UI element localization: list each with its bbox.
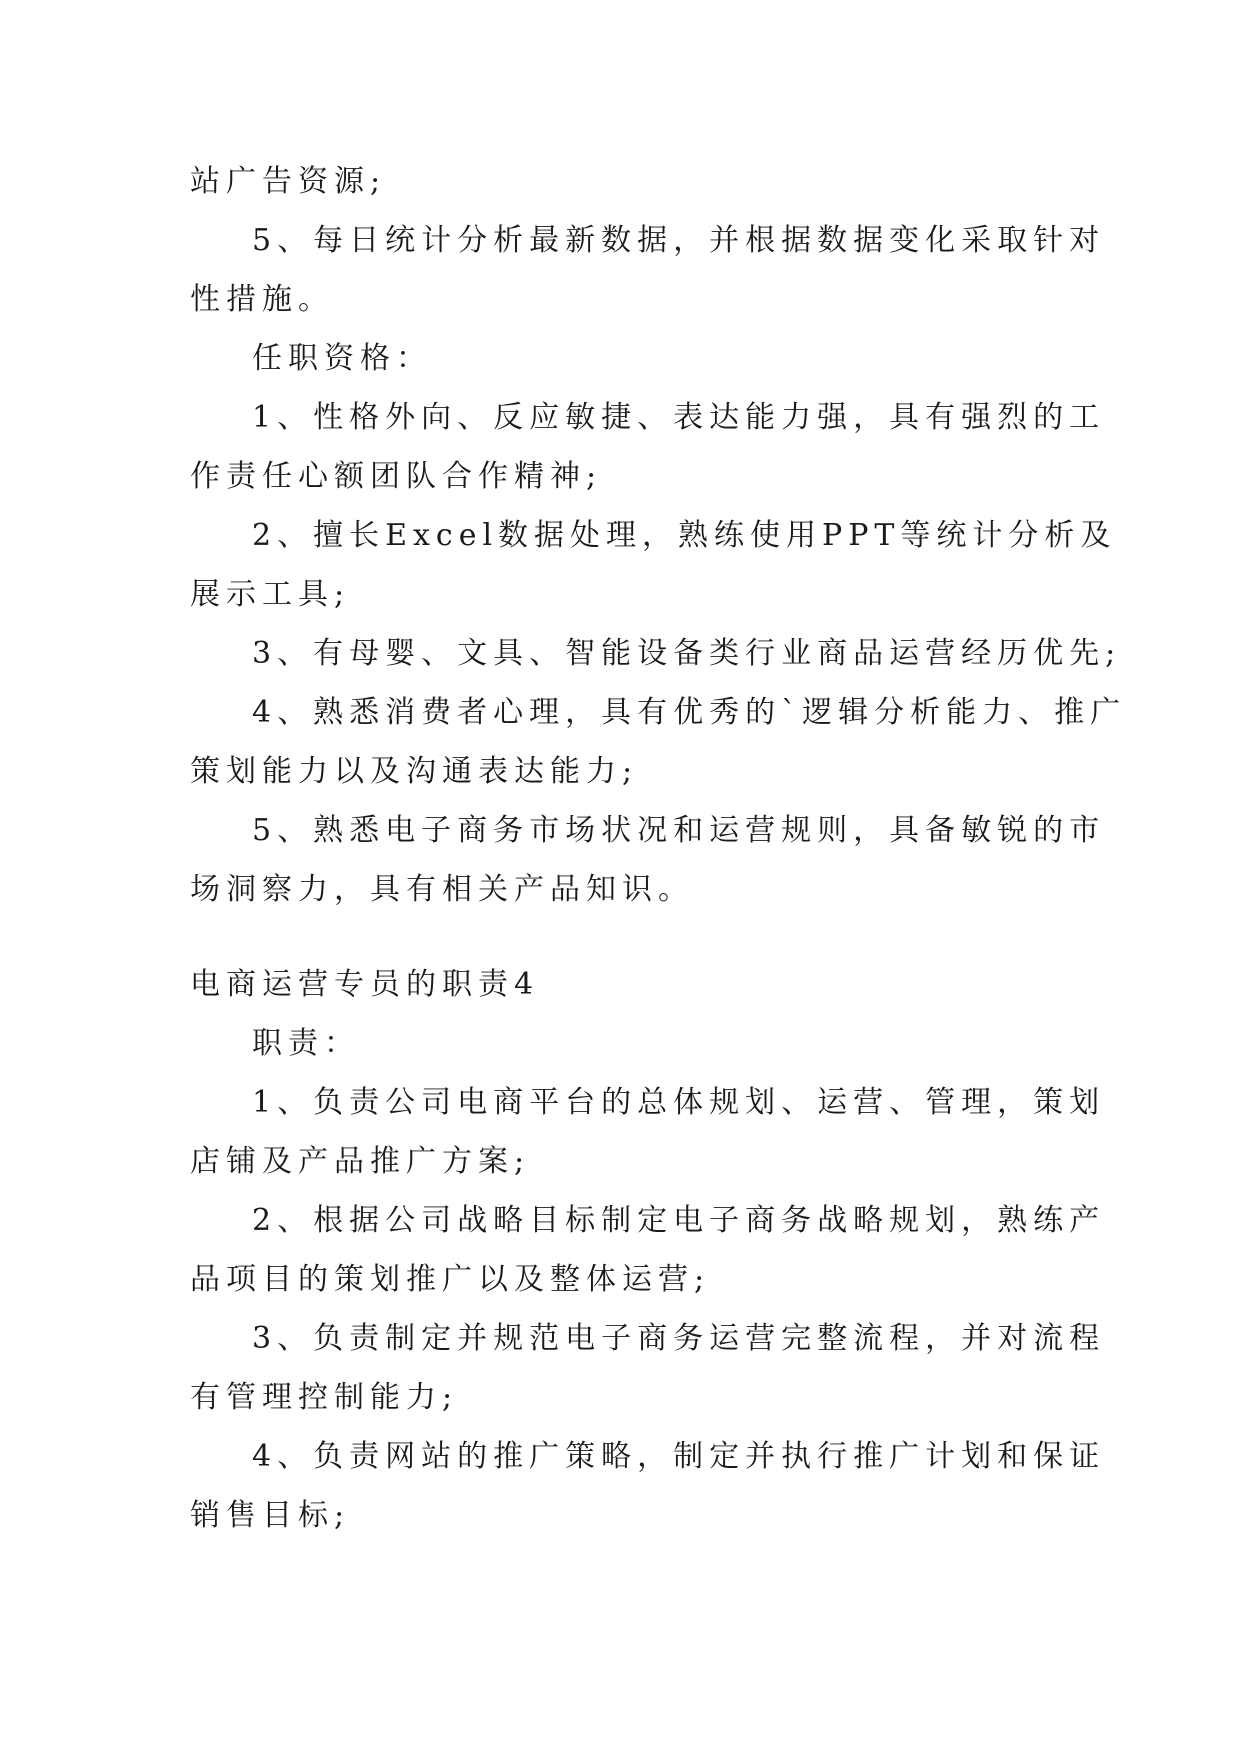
document-body — [190, 152, 1127, 1545]
section-heading: 职责： — [252, 1026, 360, 1061]
text-line: 5、熟悉电子商务市场状况和运营规则，具备敏锐的市 — [252, 813, 1106, 848]
text-line: 2、擅长Excel数据处理，熟练使用PPT等统计分析及 — [252, 518, 1117, 553]
text-line: 2、根据公司战略目标制定电子商务战略规划，熟练产 — [252, 1203, 1106, 1238]
text-line: 站广告资源; — [190, 164, 387, 199]
text-line: 有管理控制能力; — [190, 1380, 459, 1415]
section-heading: 任职资格： — [252, 341, 432, 376]
text-line: 场洞察力，具有相关产品知识。 — [190, 872, 694, 907]
text-line: 4、熟悉消费者心理，具有优秀的`逻辑分析能力、推广 — [252, 695, 1127, 730]
text-line: 策划能力以及沟通表达能力; — [190, 754, 639, 789]
text-line: 销售目标; — [190, 1498, 351, 1533]
text-line: 3、负责制定并规范电子商务运营完整流程，并对流程 — [252, 1321, 1106, 1356]
text-line: 4、负责网站的推广策略，制定并执行推广计划和保证 — [252, 1439, 1106, 1474]
text-line: 店铺及产品推广方案; — [190, 1144, 531, 1179]
text-line: 性措施。 — [190, 282, 334, 317]
text-line: 展示工具; — [190, 577, 351, 612]
text-line: 作责任心额团队合作精神; — [190, 459, 603, 494]
text-line: 3、有母婴、文具、智能设备类行业商品运营经历优先; — [252, 636, 1122, 671]
text-line: 5、每日统计分析最新数据，并根据数据变化采取针对 — [252, 223, 1106, 258]
text-line: 品项目的策划推广以及整体运营; — [190, 1262, 711, 1297]
text-line: 1、负责公司电商平台的总体规划、运营、管理，策划 — [252, 1085, 1106, 1120]
text-line: 1、性格外向、反应敏捷、表达能力强，具有强烈的工 — [252, 400, 1106, 435]
paragraph-gap — [190, 919, 1050, 955]
section-title: 电商运营专员的职责4 — [190, 967, 540, 1002]
